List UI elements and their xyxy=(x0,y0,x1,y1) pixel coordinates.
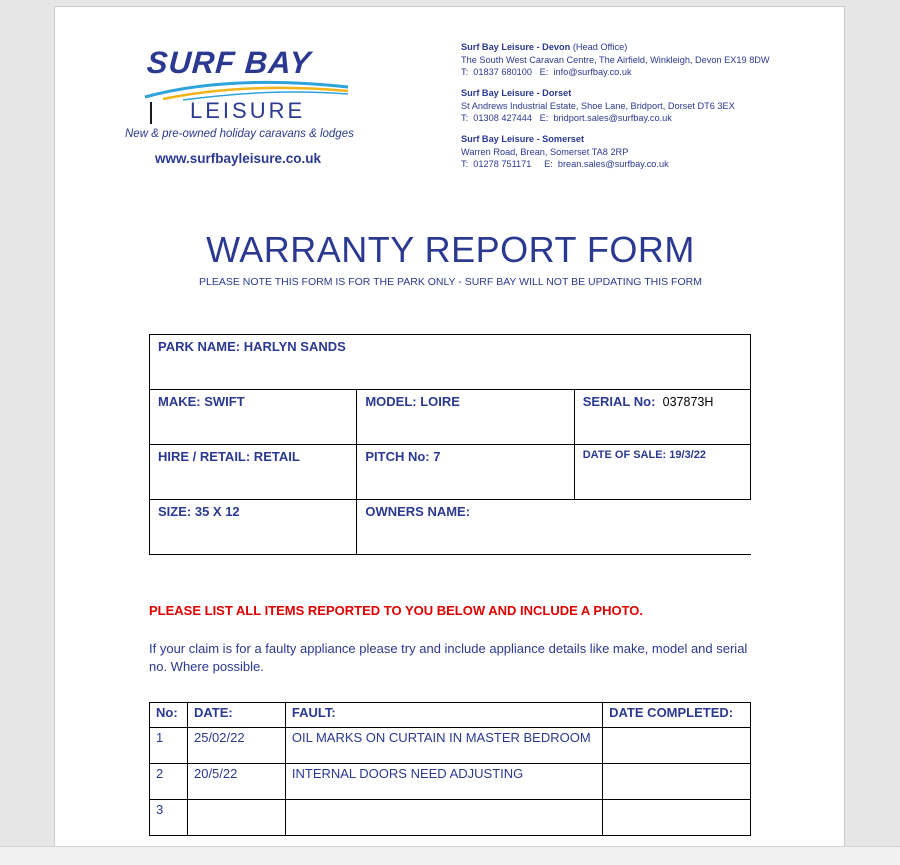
office-contact: T: 01308 427444 E: bridport.sales@surfbay.co.uk xyxy=(461,113,672,123)
table-row xyxy=(150,764,751,800)
cell-no[interactable]: 2 xyxy=(150,764,188,800)
instruction-claim: If your claim is for a faulty appliance please try and include appliance details like make, model and serial no. Where possible. xyxy=(149,641,748,674)
col-header-fault: FAULT: xyxy=(285,703,602,728)
col-header-no: No: xyxy=(150,703,188,728)
office-name: Surf Bay Leisure - Devon xyxy=(461,42,571,52)
cell-date-completed[interactable] xyxy=(603,728,751,764)
hire-retail-cell[interactable]: HIRE / RETAIL: RETAIL xyxy=(150,445,357,500)
caravan-info-table xyxy=(149,334,751,555)
office-address: The South West Caravan Centre, The Airfield, Winkleigh, Devon EX19 8DW xyxy=(461,54,770,65)
cell-no[interactable]: 3 xyxy=(150,800,188,836)
logo-url: www.surfbayleisure.co.uk xyxy=(155,151,322,166)
office-address: St Andrews Industrial Estate, Shoe Lane, Bridport, Dorset DT6 3EX xyxy=(461,100,735,111)
office-contact: T: 01278 751171 E: brean.sales@surfbay.co.uk xyxy=(461,159,669,169)
make-cell[interactable]: MAKE: SWIFT xyxy=(150,390,357,445)
cell-date-completed[interactable] xyxy=(603,764,751,800)
office-address: Warren Road, Brean, Somerset TA8 2RP xyxy=(461,146,629,157)
office-dorset xyxy=(461,87,841,125)
pitch-cell[interactable]: PITCH No: 7 xyxy=(357,445,574,500)
faults-header-row xyxy=(150,703,751,728)
cell-fault[interactable]: INTERNAL DOORS NEED ADJUSTING xyxy=(285,764,602,800)
cell-date[interactable] xyxy=(187,800,285,836)
cell-date[interactable]: 20/5/22 xyxy=(187,764,285,800)
logo-tagline: New & pre-owned holiday caravans & lodges xyxy=(125,128,354,140)
faults-table xyxy=(149,702,751,836)
office-name: Surf Bay Leisure - Dorset xyxy=(461,88,572,98)
form-subnote: PLEASE NOTE THIS FORM IS FOR THE PARK ONLY - SURF BAY WILL NOT BE UPDATING THIS FORM xyxy=(199,276,702,288)
col-header-date: DATE: xyxy=(187,703,285,728)
cell-fault[interactable] xyxy=(285,800,602,836)
office-note: (Head Office) xyxy=(572,42,628,52)
cell-date[interactable]: 25/02/22 xyxy=(187,728,285,764)
page-title: WARRANTY REPORT FORM xyxy=(206,229,695,270)
table-row xyxy=(150,728,751,764)
status-bar xyxy=(0,846,900,865)
office-devon xyxy=(461,41,841,79)
office-somerset xyxy=(461,133,841,171)
date-of-sale-cell[interactable]: DATE OF SALE: 19/3/22 xyxy=(574,445,750,500)
document-page xyxy=(54,6,845,858)
cell-no[interactable]: 1 xyxy=(150,728,188,764)
logo-cursor-bar xyxy=(150,102,152,124)
cell-date-completed[interactable] xyxy=(603,800,751,836)
serial-label: SERIAL No: xyxy=(582,394,656,409)
owners-name-cell[interactable]: OWNERS NAME: xyxy=(357,500,751,555)
model-cell[interactable]: MODEL: LOIRE xyxy=(357,390,574,445)
logo-sub: LEISURE xyxy=(190,98,306,123)
cell-fault[interactable]: OIL MARKS ON CURTAIN IN MASTER BEDROOM xyxy=(285,728,602,764)
table-row xyxy=(150,800,751,836)
instruction-red: PLEASE LIST ALL ITEMS REPORTED TO YOU BELOW AND INCLUDE A PHOTO. xyxy=(149,603,644,618)
serial-cell[interactable] xyxy=(574,390,750,445)
col-header-date-completed: DATE COMPLETED: xyxy=(603,703,751,728)
office-name: Surf Bay Leisure - Somerset xyxy=(461,134,585,144)
park-name-cell[interactable]: PARK NAME: HARLYN SANDS xyxy=(150,335,751,390)
serial-value: 037873H xyxy=(662,395,714,409)
logo-brand: SURF BAY xyxy=(145,45,313,80)
office-contact: T: 01837 680100 E: info@surfbay.co.uk xyxy=(461,67,632,77)
size-cell[interactable]: SIZE: 35 X 12 xyxy=(150,500,357,555)
